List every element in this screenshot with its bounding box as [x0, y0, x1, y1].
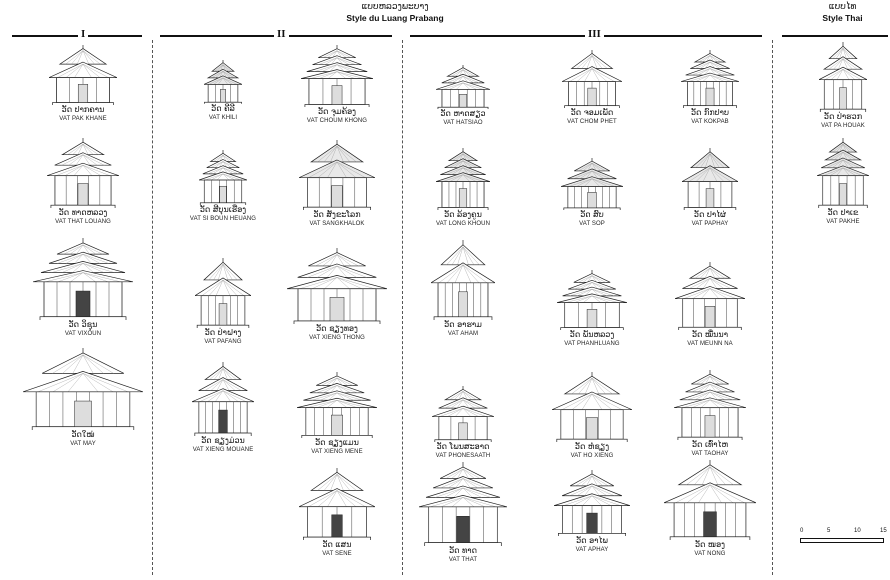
separator-2	[402, 40, 403, 575]
temple-latin-name: VAT AHAM	[447, 331, 479, 337]
temple-latin-name: VAT XIENG MOUANE	[192, 447, 254, 453]
temple-item	[28, 238, 138, 338]
temple-latin-name: VAT CHOUM KHONG	[306, 118, 368, 124]
temple-elevation-drawing	[655, 148, 765, 210]
temple-elevation-drawing	[655, 262, 765, 330]
temple-elevation-drawing	[408, 148, 518, 210]
temple-latin-name: VAT XIENG MENE	[311, 449, 363, 455]
temple-lao-name: ວັດ ເທົ່າໄຫ	[692, 440, 728, 449]
temple-lao-name: ວັດ ຊຽງແມນ	[315, 438, 359, 447]
temple-elevation-drawing	[655, 460, 765, 540]
temple-latin-name: VAT KHILI	[208, 115, 238, 121]
temple-lao-name: ວັດ ໂພນສະອາດ	[436, 442, 490, 451]
temple-latin-name: VAT PAKHE	[826, 219, 860, 225]
temple-item	[655, 460, 765, 558]
temple-lao-name: ວັດ ຫໍຊຽງ	[574, 442, 610, 451]
temple-lao-name: ວັດ ສົບ	[580, 210, 604, 219]
scale-tick-15: 15	[880, 528, 887, 534]
temple-lao-name: ວັດ ສີບຸນເຮືອງ	[199, 205, 247, 214]
temple-item	[23, 348, 143, 448]
header-lao-text: ແບບຫລວງພະບາງ	[361, 2, 429, 12]
temple-elevation-drawing	[537, 372, 647, 442]
temple-latin-name: VAT XIENG THONG	[309, 335, 365, 341]
temple-latin-name: VAT PA HOUAK	[821, 123, 865, 129]
temple-lao-name: ວັດ ປາເຂ	[827, 208, 859, 217]
header-thai-french-text: Style Thai	[822, 13, 863, 23]
scale-bar	[800, 528, 886, 558]
temple-latin-name: VAT TAOHAY	[691, 451, 729, 457]
temple-item	[282, 45, 392, 125]
temple-lao-name: ວັດ ກົກປາບ	[691, 108, 729, 117]
temple-lao-name: ວັດ ປາໄຜ່	[693, 210, 727, 219]
temple-elevation-drawing	[537, 158, 647, 210]
temple-item	[537, 50, 647, 126]
temple-elevation-drawing	[168, 258, 278, 328]
temple-lao-name: ວັດ ຊຽງທອງ	[316, 324, 358, 333]
temple-item	[168, 258, 278, 346]
temple-latin-name: VAT PHONESAATH	[435, 453, 491, 459]
temple-item	[537, 270, 647, 348]
separator-3	[772, 40, 773, 575]
scale-tick-5: 5	[827, 528, 831, 534]
temple-elevation-drawing	[408, 65, 518, 109]
temple-latin-name: VAT SANGKHALOK	[309, 221, 365, 227]
temple-item	[408, 386, 518, 460]
temple-item	[655, 262, 765, 348]
temple-elevation-drawing	[282, 248, 392, 324]
temple-latin-name: VAT MEUNN NA	[687, 341, 733, 347]
temple-item	[168, 150, 278, 223]
temple-elevation-drawing	[282, 140, 392, 210]
temple-lao-name: ວັດ ອາໄພ	[576, 536, 608, 545]
temple-latin-name: VAT PAK KHANE	[59, 116, 107, 122]
temple-item	[28, 138, 138, 226]
temple-latin-name: VAT THAT	[448, 557, 478, 563]
temple-lao-name: ວັດ ໝື່ນນາ	[691, 330, 729, 339]
temple-lao-name: ວັດ ຈອມເພັດ	[570, 108, 614, 117]
temple-item	[282, 140, 392, 228]
group-label-2: II	[274, 29, 289, 40]
temple-elevation-drawing	[28, 138, 138, 208]
group-label-3: III	[585, 29, 604, 40]
temple-latin-name: VAT SI BOUN HEUANG	[189, 216, 257, 222]
temple-elevation-drawing	[282, 468, 392, 540]
temple-elevation-drawing	[282, 45, 392, 107]
temple-elevation-drawing	[537, 470, 647, 536]
temple-item	[408, 462, 518, 564]
temple-latin-name: VAT PHANHLUANG	[564, 341, 620, 347]
temple-item	[282, 248, 392, 342]
temple-latin-name: VAT VIXOUN	[64, 331, 102, 337]
temple-latin-name: VAT THAT LOUANG	[55, 219, 111, 225]
temple-item	[537, 372, 647, 460]
group-bar-thai	[782, 35, 888, 37]
header-thai-lao-text: ແບບໄທ	[828, 2, 857, 12]
temple-lao-name: ວັດໃໝ່	[71, 430, 95, 439]
temple-elevation-drawing	[23, 348, 143, 430]
header-french-text: Style du Luang Prabang	[346, 13, 444, 23]
temple-lao-name: ວັດ ແສນ	[322, 540, 352, 549]
temple-lao-name: ວັດ ຈຸມຄ້ອງ	[317, 107, 357, 116]
temple-latin-name: VAT SOP	[579, 221, 605, 227]
temple-latin-name: VAT LONG KHOUN	[435, 221, 491, 227]
temple-item	[282, 468, 392, 558]
temple-elevation-drawing	[655, 370, 765, 440]
temple-lao-name: ວັດ ຊຽງມ່ວນ	[201, 436, 245, 445]
group-bar-1	[12, 35, 142, 37]
temple-item	[537, 158, 647, 228]
temple-elevation-drawing	[168, 362, 278, 436]
temple-lao-name: ວັດ ໜອງ	[694, 540, 726, 549]
scale-line	[800, 538, 884, 543]
temple-item	[28, 45, 138, 123]
temple-item	[788, 42, 890, 130]
temple-item	[655, 370, 765, 458]
temple-latin-name: VAT HATSIAO	[443, 120, 483, 126]
temple-elevation-drawing	[655, 50, 765, 108]
temple-lao-name: ວັດ ທາດ	[449, 546, 477, 555]
temple-elevation-drawing	[788, 42, 890, 112]
header-thai	[800, 2, 885, 24]
temple-lao-name: ວັດ ປ່າຮວກ	[823, 112, 863, 121]
temple-item	[788, 138, 890, 226]
group-label-1: I	[78, 29, 88, 40]
temple-lao-name: ວັດ ສັງຂະໂລກ	[313, 210, 361, 219]
temple-elevation-drawing	[408, 462, 518, 546]
temple-lao-name: ວັດ ຫາດສຽວ	[440, 109, 486, 118]
temple-elevation-drawing	[537, 270, 647, 330]
temple-latin-name: VAT NONG	[694, 551, 726, 557]
scale-tick-0: 0	[800, 528, 804, 534]
temple-elevation-drawing	[168, 60, 278, 104]
temple-lao-name: ວັດ ປາກຄານ	[61, 105, 105, 114]
temple-latin-name: VAT PAPHAY	[691, 221, 729, 227]
temple-lao-name: ວັດ ລ້ອງຄູນ	[444, 210, 482, 219]
header-luang-prabang	[300, 2, 490, 24]
temple-elevation-drawing	[282, 372, 392, 438]
temple-item	[655, 50, 765, 126]
temple-elevation-drawing	[28, 238, 138, 320]
temple-item	[282, 372, 392, 456]
temple-item	[408, 240, 518, 338]
temple-lao-name: ວັດ ຄີລີ	[211, 104, 235, 113]
temple-elevation-drawing	[408, 240, 518, 320]
temple-latin-name: VAT SENE	[322, 551, 352, 557]
temple-item	[168, 60, 278, 122]
scale-tick-10: 10	[854, 528, 861, 534]
temple-item	[537, 470, 647, 554]
temple-elevation-drawing	[168, 150, 278, 205]
separator-1	[152, 40, 153, 575]
temple-lao-name: ວັດ ປ່າຝາງ	[204, 328, 242, 337]
temple-elevation-drawing	[537, 50, 647, 108]
temple-latin-name: VAT CHOM PHET	[567, 119, 617, 125]
temple-latin-name: VAT MAY	[70, 441, 96, 447]
temple-item	[408, 148, 518, 228]
temple-lao-name: ວັດ ວິຊຸນ	[68, 320, 98, 329]
temple-lao-name: ວັດ ອາຮາມ	[444, 320, 482, 329]
temple-item	[408, 65, 518, 127]
temple-latin-name: VAT HO XIENG	[570, 453, 614, 459]
temple-elevation-drawing	[788, 138, 890, 208]
temple-latin-name: VAT PAFANG	[204, 339, 242, 345]
temple-lao-name: ວັດ ພັນຫລວງ	[569, 330, 615, 339]
temple-item	[655, 148, 765, 228]
temple-latin-name: VAT KOKPAB	[691, 119, 729, 125]
temple-latin-name: VAT APHAY	[575, 547, 609, 553]
temple-elevation-drawing	[408, 386, 518, 442]
temple-lao-name: ວັດ ທາດຫລວງ	[58, 208, 108, 217]
temple-item	[168, 362, 278, 454]
temple-elevation-drawing	[28, 45, 138, 105]
